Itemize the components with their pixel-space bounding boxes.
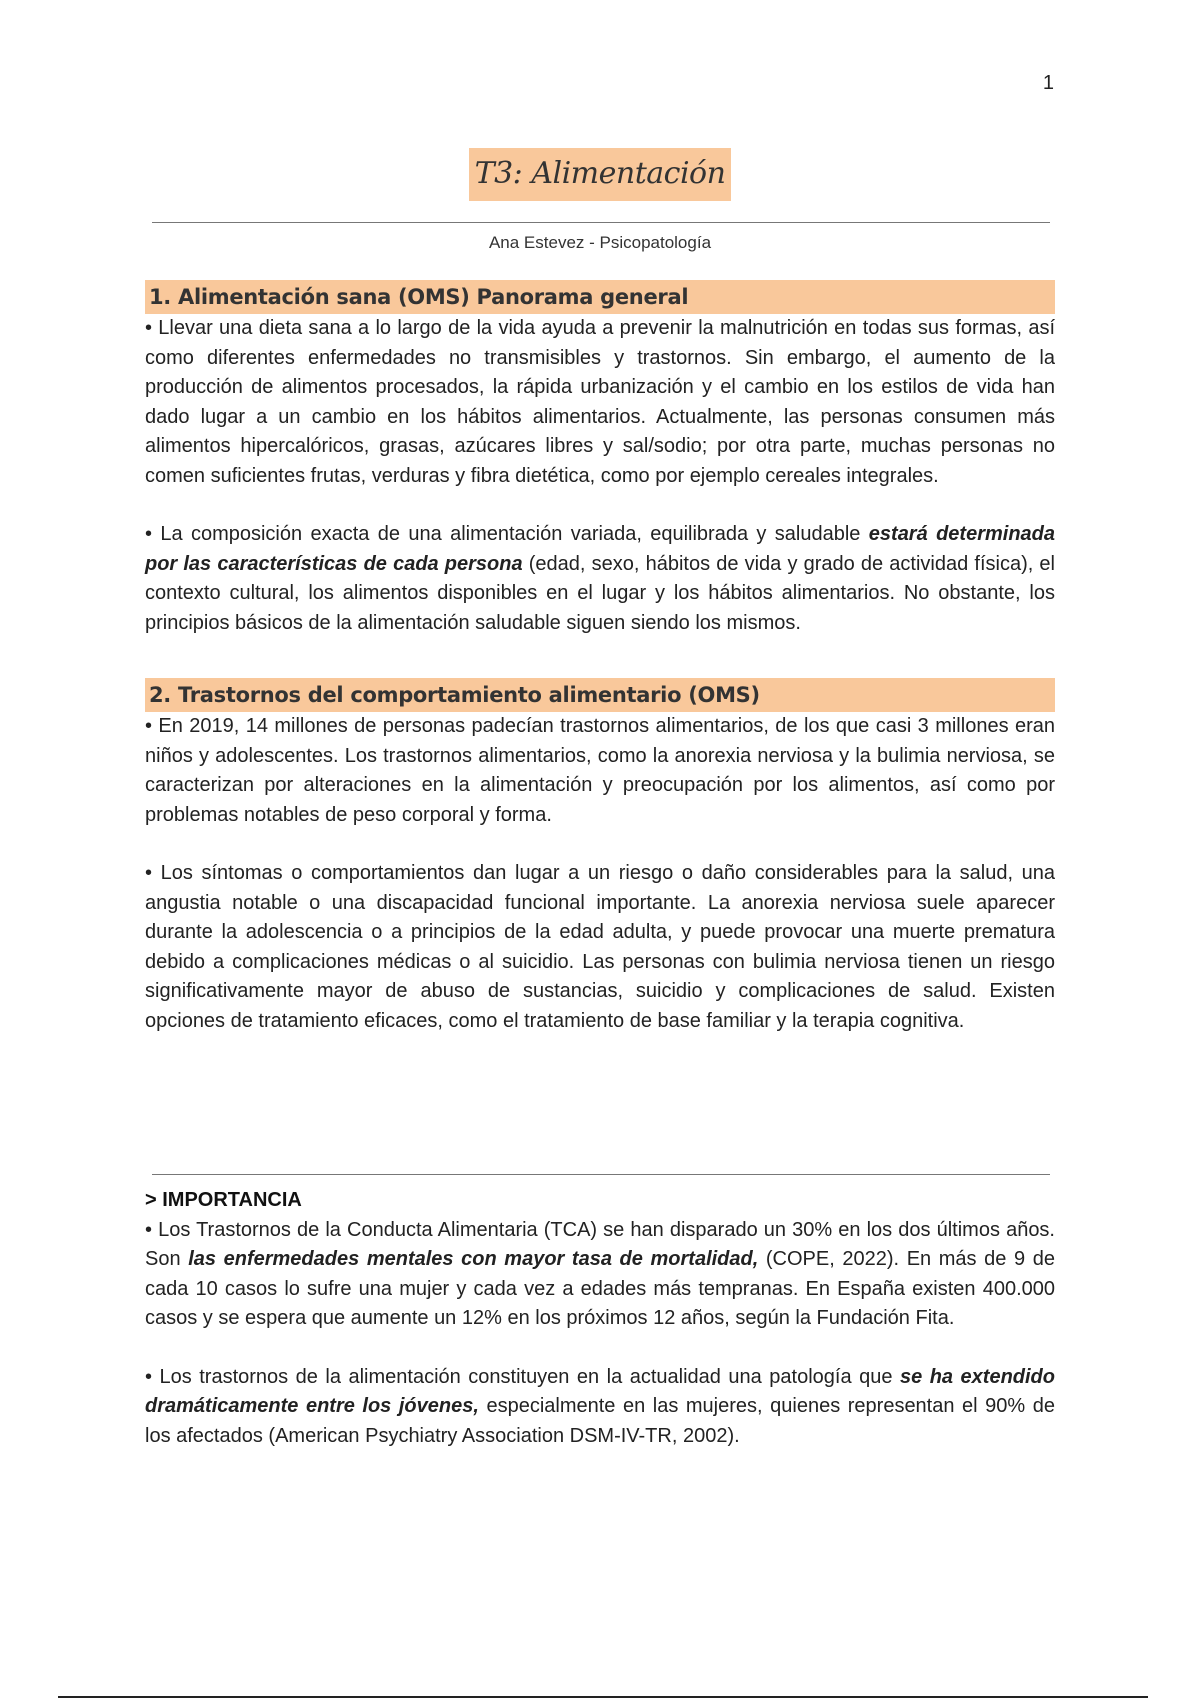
paragraph bbox=[145, 1216, 1055, 1334]
emphasis-text: las enfermedades mentales con mayor tasa de mortalidad, bbox=[188, 1248, 759, 1270]
text-run: especialmente en las mujeres, quienes representan el 90% de los afectados (American Psychiatry Association DSM-IV-TR, 2002). bbox=[145, 1395, 1055, 1447]
document-title: T3: Alimentación bbox=[469, 148, 732, 201]
page-number: 1 bbox=[1042, 72, 1054, 94]
emphasis-text: se ha extendido dramáticamente entre los jóvenes, bbox=[145, 1365, 1055, 1417]
section-1 bbox=[145, 280, 1055, 638]
text-run: (edad, sexo, hábitos de vida y grado de actividad física), el contexto cultural, los alimentos disponibles en el lugar y los hábitos alimentarios. No obstante, los principios básicos de la alimentación saludable siguen siendo los mismos. bbox=[145, 552, 1055, 634]
paragraph bbox=[145, 520, 1055, 638]
section-2 bbox=[145, 678, 1055, 1036]
paragraph: • En 2019, 14 millones de personas padecían trastornos alimentarios, de los que casi 3 millones eran niños y adolescentes. Los trastornos alimentarios, como la anorexia nerviosa y la bulimia nerviosa, se caracterizan por alteraciones en la alimentación y preocupación por los alimentos, así como por problemas notables de peso corporal y forma. bbox=[145, 715, 1055, 826]
text-run: (COPE, 2022). En más de 9 de cada 10 casos lo sufre una mujer y cada vez a edades más tempranas. En España existen 400.000 casos y se espera que aumente un 12% en los próximos 12 años, según la Fundación Fita. bbox=[145, 1248, 1055, 1329]
author-line: Ana Estevez - Psicopatología bbox=[488, 233, 712, 252]
importance-section bbox=[145, 1186, 1055, 1451]
section-divider bbox=[152, 1174, 1050, 1175]
page-bottom-border bbox=[58, 1696, 1148, 1698]
paragraph: • Los síntomas o comportamientos dan lugar a un riesgo o daño considerables para la salud, una angustia notable o una discapacidad funcional importante. La anorexia nerviosa suele aparecer durante la adolescencia o a principios de la edad adulta, y puede provocar una muerte prematura debido a complicaciones médicas o al suicidio. Las personas con bulimia nerviosa tienen un riesgo significativamente mayor de abuso de sustancias, suicidio y complicaciones de salud. Existen opciones de tratamiento eficaces, como el tratamiento de base familiar y la terapia cognitiva. bbox=[145, 862, 1055, 1032]
main-content bbox=[145, 280, 1055, 1036]
section-heading: 2. Trastornos del comportamiento alimentario (OMS) bbox=[145, 678, 1055, 712]
emphasis-text: estará determinada por las características de cada persona bbox=[145, 523, 1055, 575]
paragraph: • Llevar una dieta sana a lo largo de la vida ayuda a prevenir la malnutrición en todas sus formas, así como diferentes enfermedades no transmisibles y trastornos. Sin embargo, el aumento de la producción de alimentos procesados, la rápida urbanización y el cambio en los estilos de vida han dado lugar a un cambio en los hábitos alimentarios. Actualmente, las personas consumen más alimentos hipercalóricos, grasas, azúcares libres y sal/sodio; por otra parte, muchas personas no comen suficientes frutas, verduras y fibra dietética, como por ejemplo cereales integrales. bbox=[145, 317, 1055, 487]
header-divider bbox=[152, 222, 1050, 223]
importance-heading: > IMPORTANCIA bbox=[145, 1189, 302, 1211]
text-run: • Los trastornos de la alimentación constituyen en la actualidad una patología que bbox=[145, 1365, 900, 1388]
title-container bbox=[0, 148, 1200, 201]
section-heading: 1. Alimentación sana (OMS) Panorama general bbox=[145, 280, 1055, 314]
text-run: • La composición exacta de una alimentación variada, equilibrada y saludable bbox=[145, 523, 869, 545]
text-run: • Los Trastornos de la Conducta Alimentaria (TCA) se han disparado un 30% en los dos últimos años. Son bbox=[145, 1218, 1055, 1270]
paragraph bbox=[145, 1363, 1055, 1452]
